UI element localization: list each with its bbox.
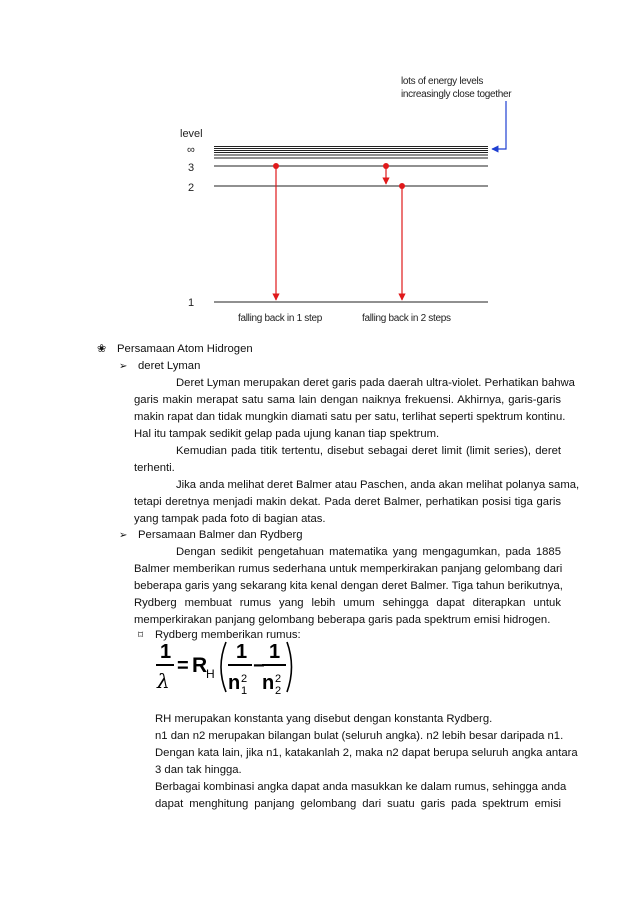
caption-one-step: falling back in 1 step — [238, 313, 323, 324]
lyman-p1-line4: Hal itu tampak sedikit gelap pada ujung kanan tiap spektrum. — [134, 428, 440, 440]
lyman-p2-line1: Kemudian pada titik tertentu, disebut sebagai deret limit (limit series), deret — [176, 445, 561, 457]
level-2-label: 2 — [188, 182, 195, 194]
formula-n2-sup: 2 — [275, 673, 282, 685]
formula-one-right: 1 — [269, 641, 281, 663]
balmer-heading: Persamaan Balmer dan Rydberg — [138, 529, 303, 541]
balmer-p1-line3: beberapa garis yang sekarang kita kenal dengan deret Balmer. Tiga tahun berikutnya, — [134, 580, 563, 592]
formula-H-subscript: H — [206, 667, 215, 681]
formula-R: R — [192, 654, 208, 677]
level-infinity-label: ∞ — [187, 144, 195, 156]
arrow-bullet-icon: ➢ — [119, 530, 128, 541]
annotation-line1: lots of energy levels — [401, 76, 484, 87]
balmer-p1-line5: memperkirakan panjang gelombang beberapa garis pada spektrum emisi hidrogen. — [134, 614, 551, 626]
formula-n1-sup: 2 — [241, 673, 248, 685]
lyman-p1-line3: makin rapat dan tidak mungkin diamati satu per satu, terlihat seperti spektrum kontinu. — [134, 411, 566, 423]
after-line1: RH merupakan konstanta yang disebut dengan konstanta Rydberg. — [155, 713, 493, 725]
balmer-p1-line2: Balmer memberikan rumus sederhana untuk memperkirakan panjang gelombang dari — [134, 563, 563, 575]
level-1-label: 1 — [188, 297, 195, 309]
caption-two-steps: falling back in 2 steps — [362, 313, 451, 324]
formula-one-left: 1 — [236, 641, 248, 663]
lyman-p1-line1: Deret Lyman merupakan deret garis pada daerah ultra-violet. Perhatikan bahwa — [176, 377, 575, 389]
balmer-p1-line4: Rydberg membuat rumus yang lebih umum sehingga dapat diterapkan untuk — [134, 597, 561, 609]
balmer-p1-line1: Dengan sedikit pengetahuan matematika yang mengagumkan, pada 1885 — [176, 546, 561, 558]
formula-n1: n — [228, 672, 241, 694]
formula-n2: n — [262, 672, 275, 694]
sub-bullet-icon: ⌑ — [138, 630, 144, 641]
lyman-p2-line2: terhenti. — [134, 462, 175, 474]
lyman-p1-line2: garis makin merapat satu sama lain dengan naiknya frekuensi. Akhirnya, garis-garis — [134, 394, 561, 406]
section-title: Persamaan Atom Hidrogen — [117, 343, 253, 355]
lyman-p3-line3: yang tampak pada foto di bagian atas. — [134, 513, 326, 525]
formula-one: 1 — [160, 641, 172, 663]
level-3-label: 3 — [188, 162, 195, 174]
after-line6: dapat menghitung panjang gelombang dari suatu garis pada spektrum emisi — [155, 798, 561, 810]
after-line2: n1 dan n2 merupakan bilangan bulat (seluruh angka). n2 lebih besar daripada n1. — [155, 730, 564, 742]
formula-minus: − — [253, 655, 265, 677]
formula-n2-sub: 2 — [275, 685, 282, 697]
rydberg-formula — [156, 636, 296, 698]
annotation-line2: increasingly close together — [401, 89, 512, 100]
formula-equals: = — [177, 655, 189, 677]
formula-lambda: λ — [157, 669, 170, 693]
lyman-heading: deret Lyman — [138, 360, 201, 372]
formula-n1-sub: 1 — [241, 685, 248, 697]
after-line3: Dengan kata lain, jika n1, katakanlah 2, maka n2 dapat berupa seluruh angka antara — [155, 747, 578, 759]
lyman-p3-line1: Jika anda melihat deret Balmer atau Paschen, anda akan melihat polanya sama, — [176, 479, 580, 491]
after-line5: Berbagai kombinasi angka dapat anda masukkan ke dalam rumus, sehingga anda — [155, 781, 567, 793]
rydberg-subheading: Rydberg memberikan rumus: — [155, 629, 301, 641]
after-line4: 3 dan tak hingga. — [155, 764, 242, 776]
arrow-bullet-icon: ➢ — [119, 361, 128, 372]
level-label: level — [180, 128, 203, 140]
flower-bullet-icon: ❀ — [97, 343, 107, 355]
lyman-p3-line2: tetapi deretnya menjadi makin dekat. Pada deret Balmer, perhatikan posisi tiga garis — [134, 496, 561, 508]
